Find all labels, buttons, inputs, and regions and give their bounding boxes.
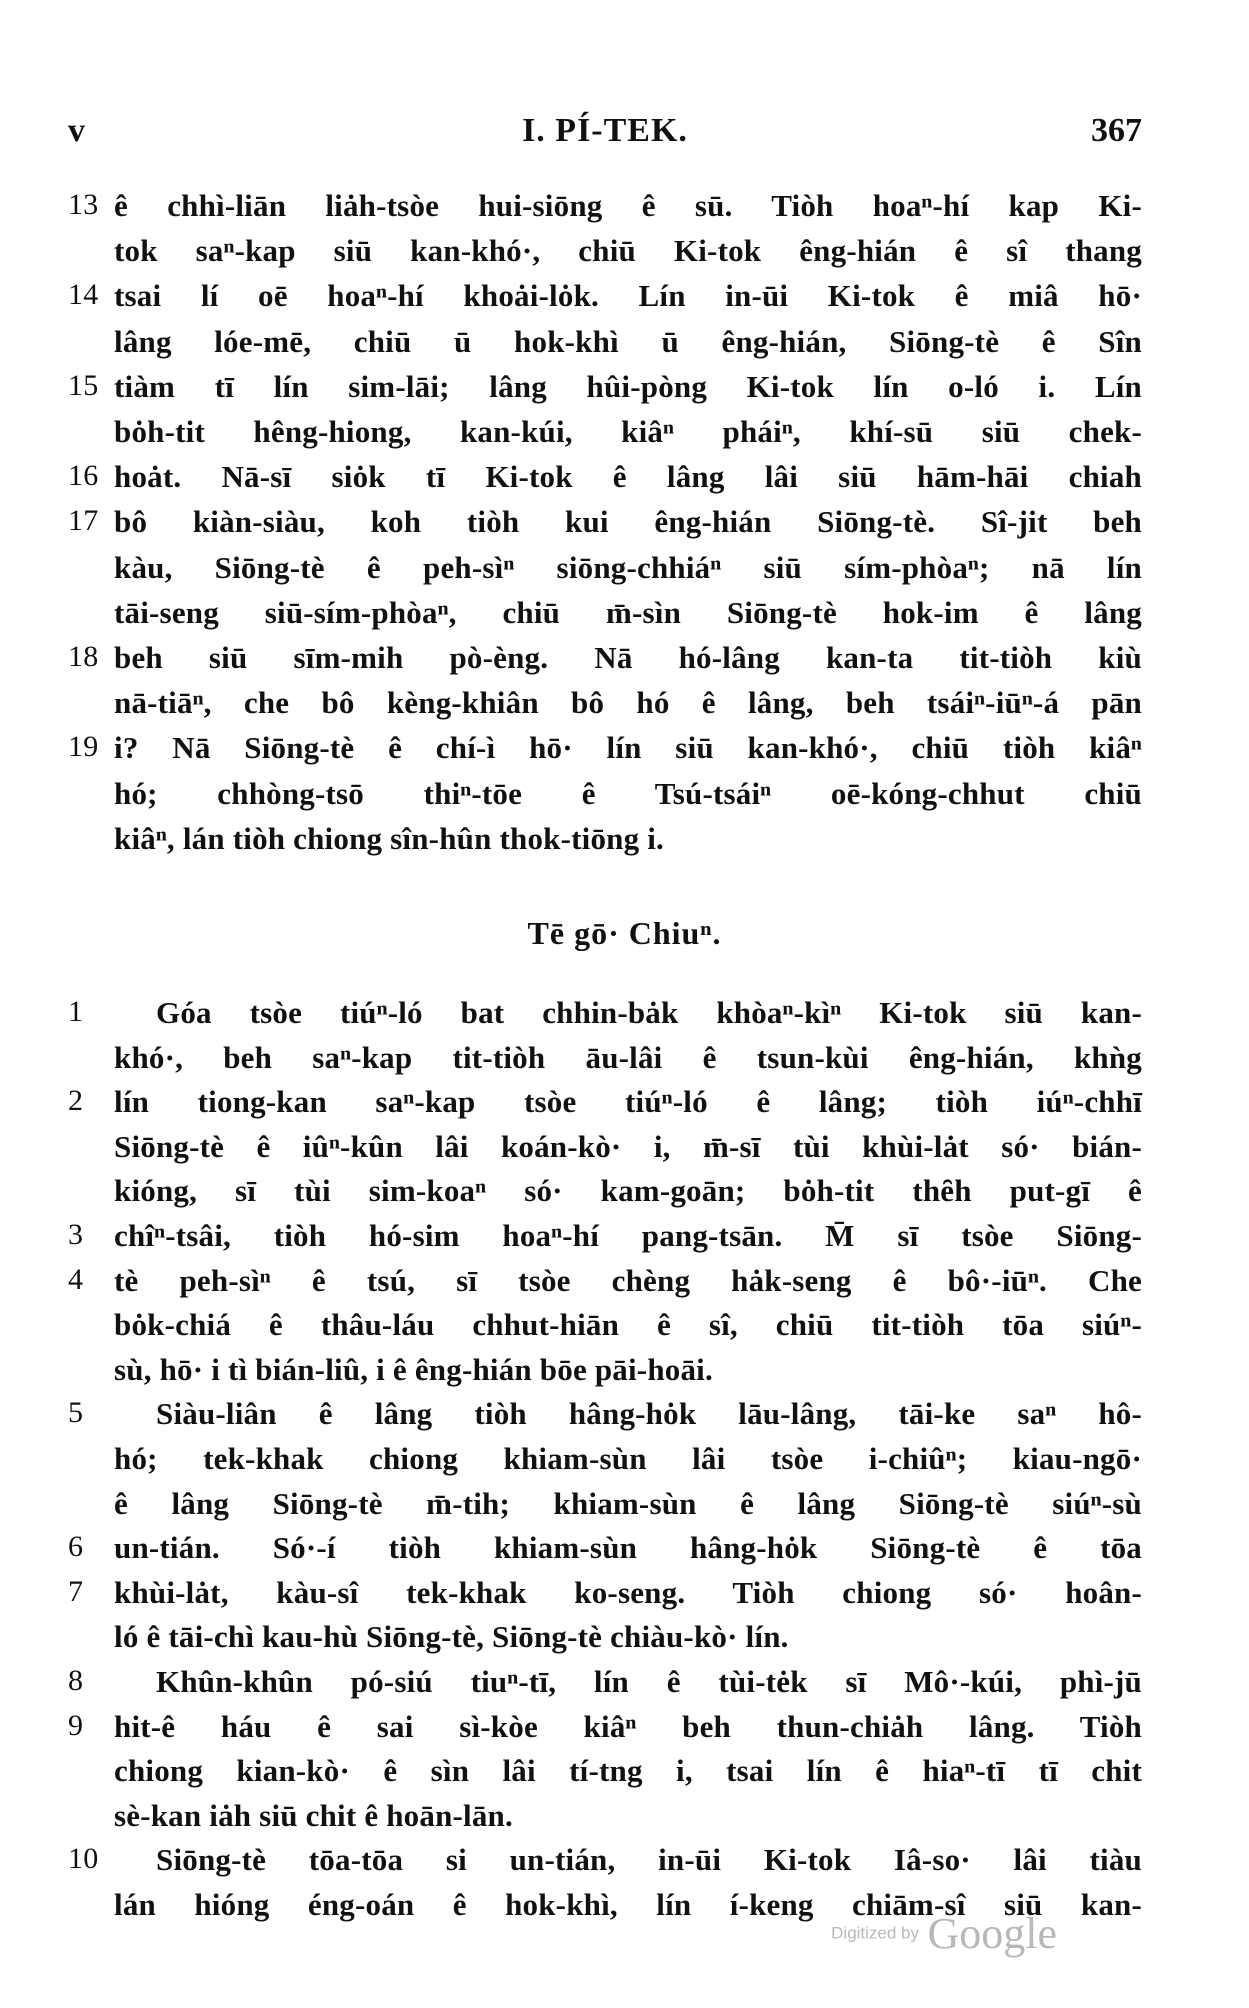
line-text: Góa tsòe tiúⁿ-ló bat chhin-bȧk khòaⁿ-kìⁿ Ki-tok siū kan-	[156, 995, 1142, 1030]
text-line	[68, 1798, 1142, 1842]
line-text: beh siū sīm-mih pò-èng. Nā hó-lâng kan-ta tit-tiòh kiù	[114, 640, 1142, 675]
text-line	[68, 1352, 1142, 1396]
text-line	[68, 414, 1142, 458]
line-text: sù, hō· i tì bián-liû, i ê êng-hián bōe pāi-hoāi.	[114, 1351, 713, 1387]
line-text: Siōng-tè tōa-tōa si un-tián, in-ūi Ki-tok Iâ-so· lâi tiàu	[156, 1842, 1142, 1878]
line-text: khùi-lȧt, kàu-sî tek-khak ko-seng. Tiòh chiong só· hoân-	[114, 1574, 1142, 1610]
line-text: tāi-seng siū-sím-phòaⁿ, chiū m̄-sìn Siōng-tè hok-im ê lâng	[114, 594, 1142, 630]
verse-number: 9	[68, 1708, 84, 1742]
page-number: 367	[1091, 112, 1142, 149]
line-text: Khûn-khûn pó-siú tiuⁿ-tī, lín ê tùi-tėk sī Mô·-kúi, phì-jū	[156, 1664, 1142, 1699]
line-text: i? Nā Siōng-tè ê chí-ì hō· lín siū kan-khó·, chiū tiòh kiâⁿ	[114, 730, 1142, 766]
verse-number: 5	[68, 1396, 84, 1430]
text-line	[68, 1129, 1142, 1173]
page-header	[68, 112, 1142, 156]
verse-number: 15	[68, 368, 99, 402]
line-text: Siàu-liân ê lâng tiòh hâng-hȯk lāu-lâng, tāi-ke saⁿ hô-	[156, 1396, 1142, 1432]
text-line	[68, 1619, 1142, 1663]
line-text: hó; chhòng-tsō thiⁿ-tōe ê Tsú-tsáiⁿ oē-kóng-chhut chiū	[114, 775, 1142, 811]
text-line	[68, 1441, 1142, 1485]
section-heading: Tē gō· Chiuⁿ.	[527, 915, 722, 951]
verse-number: 4	[68, 1262, 84, 1296]
line-text: lán hióng éng-oán ê hok-khì, lín í-keng chiām-sî siū kan-	[114, 1887, 1142, 1922]
line-text: tsai lí oē hoaⁿ-hí khoȧi-lȯk. Lín in-ūi Ki-tok ê miâ hō·	[114, 278, 1142, 314]
text-line	[68, 640, 1142, 684]
verse-number: 14	[68, 278, 99, 312]
line-text: ê chhì-liān liȧh-tsòe hui-siōng ê sū. Tiòh hoaⁿ-hí kap Ki-	[114, 188, 1142, 223]
verse-number: 2	[68, 1084, 84, 1118]
verse-number: 18	[68, 640, 99, 673]
text-line	[68, 1307, 1142, 1351]
text-line	[68, 1664, 1142, 1708]
verse-number: 6	[68, 1530, 84, 1564]
text-line	[68, 685, 1142, 729]
google-logo: Google	[927, 1909, 1057, 1958]
line-text: sè-kan iȧh siū chit ê hoān-lān.	[114, 1797, 513, 1833]
watermark-prefix: Digitized by	[831, 1923, 920, 1943]
verse-number: 16	[68, 459, 99, 493]
verse-number: 7	[68, 1574, 84, 1608]
text-line	[68, 1753, 1142, 1797]
line-text: tok saⁿ-kap siū kan-khó·, chiū Ki-tok êng-hián ê sî thang	[114, 233, 1142, 269]
text-line	[68, 550, 1142, 594]
text-line	[68, 1263, 1142, 1307]
verse-number: 3	[68, 1218, 84, 1251]
line-text: kióng, sī tùi sim-koaⁿ só· kam-goān; bȯh-tit thȇh put-gī ê	[114, 1173, 1142, 1209]
line-text: ê lâng Siōng-tè m̄-tih; khiam-sùn ê lâng Siōng-tè siúⁿ-sù	[114, 1485, 1142, 1521]
text-line	[68, 504, 1142, 548]
line-text: bȯk-chiá ê thâu-láu chhut-hiān ê sî, chiū tit-tiòh tōa siúⁿ-	[114, 1307, 1142, 1343]
line-text: khó·, beh saⁿ-kap tit-tiòh āu-lâi ê tsun-kùi êng-hián, khǹg	[114, 1039, 1142, 1075]
digitized-watermark	[831, 1908, 1057, 1959]
line-text: Siōng-tè ê iûⁿ-kûn lâi koán-kò· i, m̄-sī tùi khùi-lȧt só· bián-	[114, 1128, 1142, 1164]
text-line	[68, 278, 1142, 322]
line-text: hit-ê háu ê sai sì-kòe kiâⁿ beh thun-chiȧh lâng. Tiòh	[114, 1708, 1142, 1744]
text-line	[68, 1575, 1142, 1619]
running-title: I. PÍ-TEK.	[522, 112, 688, 149]
line-text: ló ê tāi-chì kau-hù Siōng-tè, Siōng-tè chiàu-kò· lín.	[114, 1619, 789, 1655]
text-line	[68, 1218, 1142, 1262]
line-text: chiong kian-kò· ê sìn lâi tí-tng i, tsai lín ê hiaⁿ-tī tī chit	[114, 1753, 1142, 1789]
line-text: un-tián. Só·-í tiòh khiam-sùn hâng-hȯk Siōng-tè ê tōa	[114, 1530, 1142, 1566]
verse-number: 1	[68, 995, 84, 1028]
line-text: lâng lóe-mē, chiū ū hok-khì ū êng-hián, Siōng-tè ê Sîn	[114, 323, 1142, 359]
line-text: bȯh-tit hêng-hiong, kan-kúi, kiâⁿ pháiⁿ, khí-sū siū chek-	[114, 414, 1142, 449]
text-line	[68, 1842, 1142, 1886]
text-line	[68, 1486, 1142, 1530]
text-line	[68, 1173, 1142, 1217]
line-text: kàu, Siōng-tè ê peh-sìⁿ siōng-chhiáⁿ siū sím-phòaⁿ; nā lín	[114, 549, 1142, 585]
text-line	[68, 233, 1142, 277]
line-text: hoȧt. Nā-sī siȯk tī Ki-tok ê lâng lâi siū hām-hāi chiah	[114, 459, 1142, 495]
text-line	[68, 1709, 1142, 1753]
line-text: nā-tiāⁿ, che bô kèng-khiân bô hó ê lâng, beh tsáiⁿ-iūⁿ-á pān	[114, 685, 1142, 721]
verse-number: 17	[68, 504, 99, 538]
verse-number: 13	[68, 188, 99, 221]
text-line	[68, 730, 1142, 774]
text-line	[68, 188, 1142, 232]
verse-number: 10	[68, 1842, 99, 1876]
text-line	[68, 1530, 1142, 1574]
text-line	[68, 821, 1142, 865]
text-line	[68, 1084, 1142, 1128]
verse-number: 19	[68, 730, 99, 764]
line-text: bô kiàn-siàu, koh tiòh kui êng-hián Siōng-tè. Sî-jit beh	[114, 504, 1142, 540]
signature-mark: v	[68, 112, 85, 149]
text-line	[68, 324, 1142, 368]
verse-number: 8	[68, 1664, 84, 1697]
line-text: hó; tek-khak chiong khiam-sùn lâi tsòe i-chiûⁿ; kiau-ngō·	[114, 1441, 1142, 1476]
line-text: chîⁿ-tsâi, tiòh hó-sim hoaⁿ-hí pang-tsān. M̄ sī tsòe Siōng-	[114, 1218, 1142, 1253]
text-line	[68, 595, 1142, 639]
text-line	[68, 776, 1142, 820]
text-line	[68, 369, 1142, 413]
text-line	[68, 1040, 1142, 1084]
text-line	[68, 1396, 1142, 1440]
text-line	[68, 995, 1142, 1039]
text-line	[68, 459, 1142, 503]
line-text: tiàm tī lín sim-lāi; lâng hûi-pòng Ki-tok lín o-ló i. Lín	[114, 368, 1142, 404]
line-text: kiâⁿ, lán tiòh chiong sîn-hûn thok-tiōng i.	[114, 820, 664, 856]
line-text: tè peh-sìⁿ ê tsú, sī tsòe chèng hȧk-seng ê bô·-iūⁿ. Che	[114, 1262, 1142, 1298]
line-text: lín tiong-kan saⁿ-kap tsòe tiúⁿ-ló ê lâng; tiòh iúⁿ-chhī	[114, 1084, 1142, 1120]
